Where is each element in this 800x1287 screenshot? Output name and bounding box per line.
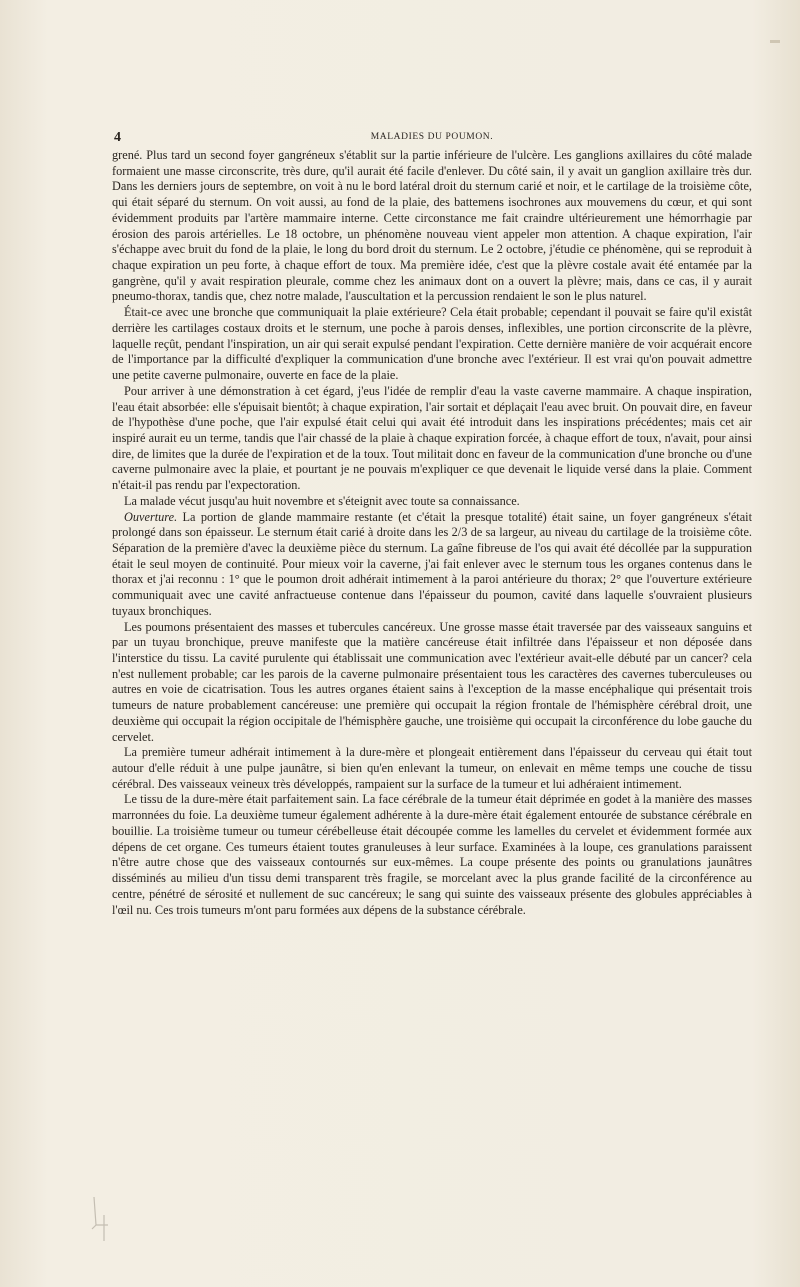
paper-edge-mark	[770, 40, 780, 43]
paragraph-8: Le tissu de la dure-mère était parfaitement sain. La face cérébrale de la tumeur était déprimée en godet à la manière des masses marronnées du foie. La deuxième tumeur également adhérente à la dure-mère était également entourée de substance cérébrale en bouillie. La troisième tumeur ou tumeur cérébelleuse était découpée comme les lamelles du cervelet et évidemment formée aux dépens de cet organe. Ces tumeurs étaient toutes granuleuses à leur surface. Examinées à la loupe, ces granulations paraissent n'être autre chose que des vaisseaux contournés sur eux-mêmes. La coupe présente des points ou granulations jaunâtres disséminés au milieu d'un tissu demi transparent très fragile, se morcelant avec la plus grande facilité de la circonférence au centre, pénétré de sérosité et nullement de suc cancéreux; le sang qui suinte des vaisseaux présente des globules appréciables à l'œil nu. Ces trois tumeurs m'ont paru formées aux dépens de la substance cérébrale.	[112, 792, 752, 917]
running-title: MALADIES DU POUMON.	[370, 132, 494, 142]
body-text	[112, 148, 752, 918]
paragraph-4: La malade vécut jusqu'au huit novembre et s'éteignit avec toute sa connaissance.	[124, 493, 520, 508]
page-number: 4	[114, 130, 121, 145]
page-header	[112, 130, 752, 146]
paragraph-5	[112, 510, 752, 620]
pencil-mark	[88, 1195, 114, 1243]
paragraph-1: grené. Plus tard un second foyer gangréneux s'établit sur la partie inférieure de l'ulcère. Les ganglions axillaires du côté malade formaient une masse circonscrite, très dure, qu'il aurait été facile d'enlever. Du côté sain, il y avait un ganglion axillaire très dur. Dans les derniers jours de septembre, on voit à nu le bord latéral droit du sternum carié et noir, et le cartilage de la troisième côte, qui était séparé du sternum. On voit aussi, au fond de la plaie, des battemens isochrones aux mouvemens du cœur, et qui sont évidemment produits par l'artère mammaire interne. Cette circonstance me fait craindre ultérieurement une hémorrhagie par érosion des parois artérielles. Le 18 octobre, un phénomène nouveau vient appeler mon attention. A chaque expiration, l'air s'échappe avec bruit du fond de la plaie, le long du bord droit du sternum. Le 2 octobre, j'étudie ce phénomène, qui se reproduit à chaque expiration un peu forte, à chaque effort de toux. Ma première idée, c'est que la plèvre costale avait été entamée par la gangrène, qu'il y avait respiration pleurale, comme chez les animaux dont on a ouvert la plèvre; mais, dans ce cas, il y aurait pneumo-thorax, tandis que, chez notre malade, l'auscultation et la percussion rendaient le son le plus naturel.	[112, 148, 752, 304]
paragraph-7: La première tumeur adhérait intimement à la dure-mère et plongeait entièrement dans l'épaisseur du cerveau qui était tout autour d'elle réduit à une pulpe jaunâtre, si bien qu'en enlevant la tumeur, on enlevait en même temps une couche de tissu cérébral. Des vaisseaux veineux très développés, rampaient sur la surface de la tumeur et lui adhéraient intimement.	[112, 745, 752, 791]
paragraph-6: Les poumons présentaient des masses et tubercules cancéreux. Une grosse masse était traversée par des vaisseaux sanguins et par un tuyau bronchique, preuve manifeste que la matière cancéreuse était infiltrée dans l'épaisseur et non déposée dans l'interstice du tissu. La cavité purulente qui établissait une communication avec l'extérieur avait-elle débuté par un cancer? cela n'est nullement probable; car les parois de la caverne pulmonaire présentaient tous les caractères des cavernes tuberculeuses ou autres en voie de cicatrisation. Tous les autres organes étaient sains à l'exception de la masse encéphalique qui présentait trois tumeurs de nature probablement cancéreuse: une première qui occupait la région frontale de l'hémisphère cérébral droit, une deuxième qui occupait la région occipitale de l'hémisphère gauche, une troisième qui occupait la circonférence du lobe gauche du cervelet.	[112, 619, 752, 744]
paragraph-2: Était-ce avec une bronche que communiquait la plaie extérieure? Cela était probable; cependant il pouvait se faire qu'il existât derrière les cartilages costaux droits et le sternum, une poche à parois denses, inflexibles, une portion circonscrite de la plèvre, laquelle reçût, pendant l'inspiration, un air qui serait expulsé pendant l'expiration. Cette dernière manière de voir acquérait encore de l'importance par la difficulté d'expliquer la communication d'une bronche avec l'extérieur. Il est vrai qu'on pouvait admettre une petite caverne pulmonaire, ouverte en face de la plaie.	[112, 305, 752, 383]
ouverture-label: Ouverture.	[124, 509, 178, 524]
paragraph-3: Pour arriver à une démonstration à cet égard, j'eus l'idée de remplir d'eau la vaste caverne mammaire. A chaque inspiration, l'eau était absorbée: elle s'épuisait bientôt; à chaque expiration, l'air sortait et déplaçait l'eau avec bruit. On pouvait dire, en faveur de l'hypothèse d'une poche, que l'air expulsé était celui qui avait été introduit dans les inspirations précédentes; mais cet air inspiré aurait eu un terme, tandis que l'air chassé de la plaie à chaque expiration forcée, à chaque effort de toux, n'avait, pour ainsi dire, de limites que la durée de l'expiration et de la toux. Tout militait donc en faveur de la communication d'une bronche ou d'une caverne pulmonaire avec la plaie, et pourtant je ne pouvais m'expliquer ce que devenait le liquide versé dans la plaie. Comment n'était-il pas rendu par l'expectoration.	[112, 383, 752, 493]
paragraph-5-text: La portion de glande mammaire restante (et c'était la presque totalité) était saine, un foyer gangréneux s'était prolongé dans son épaisseur. Le sternum était carié à droite dans les 2/3 de sa largeur, au niveau du cartilage de la troisième côte. Séparation de la première d'avec la deuxième pièce du sternum. La gaîne fibreuse de l'os qui avait été décollée par la suppuration était le seul moyen de continuité. Pour mieux voir la caverne, j'ai fait enlever avec le sternum tous les organes contenus dans le thorax et j'ai reconnu : 1° que le poumon droit adhérait intimement à la paroi antérieure du thorax; 2° que l'ouverture extérieure communiquait avec une cavité anfractueuse contenue dans l'épaisseur du poumon, cavité dans laquelle s'ouvraient plusieurs tuyaux bronchiques.	[112, 509, 752, 618]
